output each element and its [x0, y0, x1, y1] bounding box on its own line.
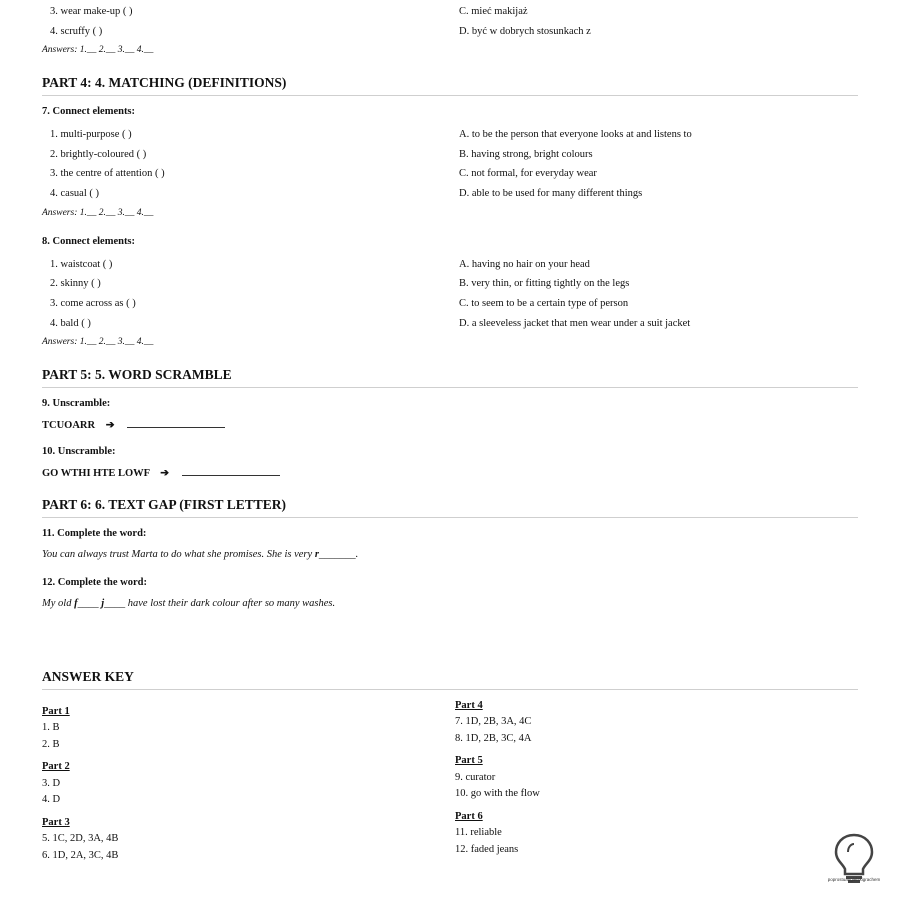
- key-part-title: Part 5: [455, 755, 483, 766]
- sentence-text: You can always trust Marta to do what she promises. She is very: [42, 549, 315, 560]
- gap-sentence: [42, 549, 358, 560]
- key-answer: 2. B: [42, 739, 60, 750]
- match-right-item: C. to seem to be a certain type of person: [459, 298, 629, 309]
- sentence-text: My old: [42, 598, 75, 609]
- question-11-title: 11. Complete the word:: [42, 528, 147, 539]
- answers-line: Answers: 1.__ 2.__ 3.__ 4.__: [42, 45, 154, 55]
- match-left-item: 3. the centre of attention ( ): [50, 168, 165, 179]
- first-letter: r: [314, 549, 319, 560]
- match-right-item: D. a sleeveless jacket that men wear under a suit jacket: [459, 318, 691, 329]
- key-part-title: Part 4: [455, 700, 483, 711]
- match-right-item: C. not formal, for everyday wear: [459, 168, 597, 179]
- question-8-title: 8. Connect elements:: [42, 236, 136, 247]
- match-left-item: 3. come across as ( ): [50, 298, 136, 309]
- answer-blank[interactable]: [127, 418, 225, 428]
- key-part-title: Part 6: [455, 811, 483, 822]
- scrambled-word: [42, 466, 280, 479]
- match-right-item: D. able to be used for many different things: [459, 188, 643, 199]
- question-9-title: 9. Unscramble:: [42, 398, 111, 409]
- key-answer: 9. curator: [455, 772, 496, 783]
- key-answer: 1. B: [42, 722, 60, 733]
- key-part-title: Part 1: [42, 706, 70, 717]
- match-left-item: 1. multi-purpose ( ): [50, 129, 132, 140]
- key-answer: 12. faded jeans: [455, 844, 519, 855]
- match-left-item: 4. casual ( ): [50, 188, 99, 199]
- match-right-item: A. to be the person that everyone looks at and listens to: [459, 129, 692, 140]
- key-answer: 5. 1C, 2D, 3A, 4B: [42, 833, 119, 844]
- match-left-item: 3. wear make-up ( ): [50, 6, 133, 17]
- match-right-item: C. mieć makijaż: [459, 6, 528, 17]
- arrow-right-icon: ➔: [160, 468, 170, 479]
- question-10-title: 10. Unscramble:: [42, 446, 116, 457]
- scrambled-letters: TCUOARR: [42, 420, 96, 431]
- logo-caption: poprostuangielskigrachem: [827, 877, 881, 882]
- question-12-title: 12. Complete the word:: [42, 577, 147, 588]
- key-answer: 10. go with the flow: [455, 788, 540, 799]
- key-answer: 3. D: [42, 778, 61, 789]
- match-right-item: B. having strong, bright colours: [459, 149, 593, 160]
- question-7-title: 7. Connect elements:: [42, 106, 136, 117]
- match-right-item: A. having no hair on your head: [459, 259, 590, 270]
- arrow-right-icon: ➔: [105, 420, 115, 431]
- part-6-heading: PART 6: 6. TEXT GAP (FIRST LETTER): [42, 497, 858, 518]
- key-answer: 7. 1D, 2B, 3A, 4C: [455, 716, 532, 727]
- match-left-item: 4. bald ( ): [50, 318, 91, 329]
- key-answer: 6. 1D, 2A, 3C, 4B: [42, 850, 119, 861]
- sentence-text: have lost their dark colour after so many washes.: [125, 598, 336, 609]
- first-letter: j: [101, 598, 105, 609]
- gap-blank[interactable]: ____: [77, 598, 102, 609]
- part-4-heading: PART 4: 4. MATCHING (DEFINITIONS): [42, 75, 858, 96]
- match-left-item: 2. brightly-coloured ( ): [50, 149, 147, 160]
- gap-blank[interactable]: ____: [104, 598, 126, 609]
- key-answer: 8. 1D, 2B, 3C, 4A: [455, 733, 532, 744]
- key-part-title: Part 2: [42, 761, 70, 772]
- match-right-item: B. very thin, or fitting tightly on the legs: [459, 278, 630, 289]
- answer-key-heading: ANSWER KEY: [42, 669, 858, 690]
- match-left-item: 1. waistcoat ( ): [50, 259, 113, 270]
- key-answer: 11. reliable: [455, 827, 502, 838]
- gap-blank[interactable]: _______: [318, 549, 356, 560]
- answers-line: Answers: 1.__ 2.__ 3.__ 4.__: [42, 337, 154, 347]
- gap-sentence: [42, 598, 335, 609]
- sentence-text: .: [355, 549, 359, 560]
- answers-line: Answers: 1.__ 2.__ 3.__ 4.__: [42, 208, 154, 218]
- answer-blank[interactable]: [182, 466, 280, 476]
- match-left-item: 2. skinny ( ): [50, 278, 101, 289]
- scrambled-letters: GO WTHI HTE LOWF: [42, 468, 150, 479]
- key-part-title: Part 3: [42, 817, 70, 828]
- first-letter: f: [74, 598, 78, 609]
- key-answer: 4. D: [42, 794, 61, 805]
- match-left-item: 4. scruffy ( ): [50, 26, 103, 37]
- match-right-item: D. być w dobrych stosunkach z: [459, 26, 591, 37]
- scrambled-word: [42, 418, 225, 431]
- part-5-heading: PART 5: 5. WORD SCRAMBLE: [42, 367, 858, 388]
